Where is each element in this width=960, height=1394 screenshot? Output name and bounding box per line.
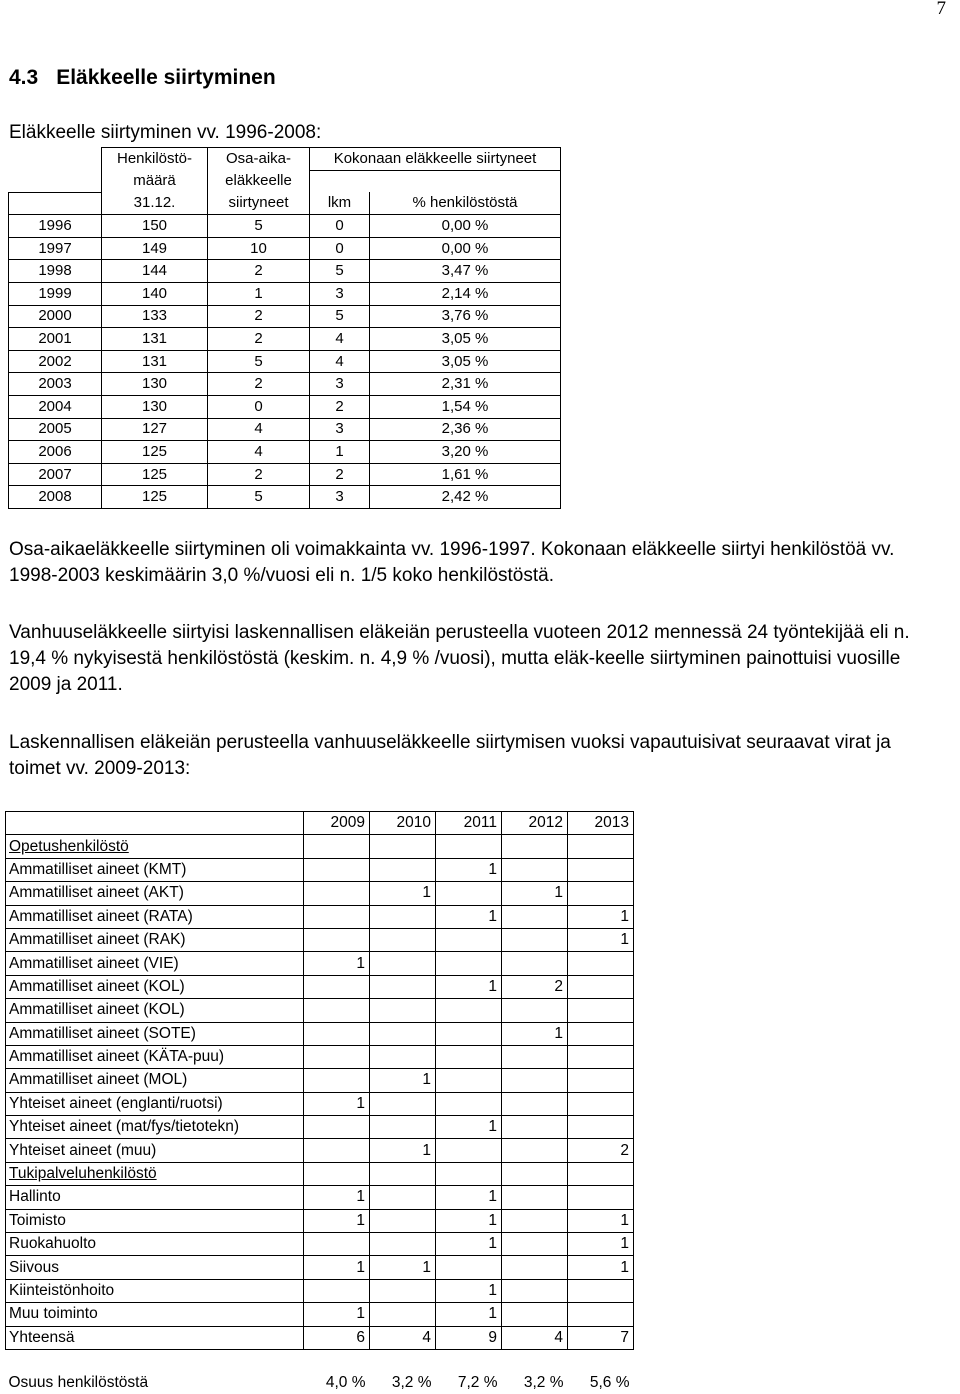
value-cell-2009 xyxy=(304,1139,370,1162)
table-row xyxy=(6,1139,634,1162)
value-cell-2010: 1 xyxy=(370,1069,436,1092)
value-cell-2011: 1 xyxy=(436,1279,502,1302)
staff-cell: 131 xyxy=(102,350,208,373)
value-cell-2011 xyxy=(436,1139,502,1162)
value-cell-2011 xyxy=(436,1045,502,1068)
value-cell-2009: 1 xyxy=(304,1092,370,1115)
value-cell-2010: 1 xyxy=(370,1256,436,1279)
staff-cell: 149 xyxy=(102,237,208,260)
count-cell: 3 xyxy=(310,373,370,396)
percent-cell: 2,14 % xyxy=(370,283,561,306)
value-cell-2009 xyxy=(304,999,370,1022)
value-cell-2012 xyxy=(502,1303,568,1326)
value-cell-2013 xyxy=(568,1022,634,1045)
value-cell-2009 xyxy=(304,1162,370,1185)
count-cell: 3 xyxy=(310,418,370,441)
value-cell-2011 xyxy=(436,1069,502,1092)
staff-cell: 127 xyxy=(102,418,208,441)
row-label: Siivous xyxy=(6,1256,304,1279)
value-cell-2012 xyxy=(502,835,568,858)
table-row xyxy=(9,305,561,328)
percent-cell: 0,00 % xyxy=(370,237,561,260)
table-row xyxy=(6,999,634,1022)
staff-cell: 150 xyxy=(102,215,208,238)
row-label: Ammatilliset aineet (MOL) xyxy=(6,1069,304,1092)
count-cell: 5 xyxy=(310,305,370,328)
value-cell-2012 xyxy=(502,1069,568,1092)
value-cell-2012 xyxy=(502,858,568,881)
staff-cell: 131 xyxy=(102,328,208,351)
value-cell-2009 xyxy=(304,928,370,951)
value-cell-2009 xyxy=(304,1116,370,1139)
page-number: 7 xyxy=(936,0,946,19)
parttime-cell: 0 xyxy=(208,396,310,419)
value-cell-2011: 1 xyxy=(436,1116,502,1139)
year-cell: 2003 xyxy=(9,373,102,396)
value-cell-2011: 9 xyxy=(436,1326,502,1349)
value-cell-2010 xyxy=(370,1186,436,1209)
row-label: Yhteiset aineet (englanti/ruotsi) xyxy=(6,1092,304,1115)
row-label: Ammatilliset aineet (KOL) xyxy=(6,999,304,1022)
table1-header-row-3 xyxy=(9,192,561,215)
table-row xyxy=(6,1022,634,1045)
row-label: Ruokahuolto xyxy=(6,1233,304,1256)
row-label: Muu toiminto xyxy=(6,1303,304,1326)
table-row xyxy=(6,952,634,975)
header-staff-line3: 31.12. xyxy=(102,192,208,215)
value-cell-2013 xyxy=(568,952,634,975)
row-label: Hallinto xyxy=(6,1186,304,1209)
value-cell-2009 xyxy=(304,1022,370,1045)
staff-cell: 133 xyxy=(102,305,208,328)
percent-cell: 3,47 % xyxy=(370,260,561,283)
table-row xyxy=(9,418,561,441)
value-cell-2010: 4 xyxy=(370,1326,436,1349)
value-cell-2009 xyxy=(304,835,370,858)
percent-cell: 2,31 % xyxy=(370,373,561,396)
count-cell: 3 xyxy=(310,486,370,509)
value-cell-2010 xyxy=(370,1279,436,1302)
parttime-cell: 5 xyxy=(208,350,310,373)
table-row xyxy=(6,858,634,881)
value-cell-2013: 1 xyxy=(568,928,634,951)
section-number: 4.3 xyxy=(9,66,39,89)
year-cell: 2008 xyxy=(9,486,102,509)
value-cell-2010 xyxy=(370,952,436,975)
share-row xyxy=(6,1372,634,1394)
header-staff-line1: Henkilöstö- xyxy=(102,148,208,171)
parttime-cell: 2 xyxy=(208,260,310,283)
count-cell: 3 xyxy=(310,283,370,306)
value-cell-2013: 1 xyxy=(568,1233,634,1256)
year-2010: 2010 xyxy=(370,812,436,835)
value-cell-2013: 1 xyxy=(568,1209,634,1232)
parttime-cell: 2 xyxy=(208,463,310,486)
value-cell-2009: 1 xyxy=(304,1209,370,1232)
value-cell-2009 xyxy=(304,858,370,881)
value-cell-2009 xyxy=(304,1233,370,1256)
value-cell-2010 xyxy=(370,835,436,858)
paragraph-vacancies: Laskennallisen eläkeiän perusteella vanhuuseläkkeelle siirtymisen vuoksi vapautuisivat seuraavat virat ja toimet vv. 2009-2013: xyxy=(9,732,891,779)
value-cell-2010 xyxy=(370,1116,436,1139)
table-row xyxy=(6,1256,634,1279)
header-staff-line2: määrä xyxy=(102,170,208,192)
percent-cell: 3,05 % xyxy=(370,328,561,351)
value-cell-2010 xyxy=(370,999,436,1022)
year-2011: 2011 xyxy=(436,812,502,835)
row-label: Ammatilliset aineet (AKT) xyxy=(6,882,304,905)
row-label: Ammatilliset aineet (RATA) xyxy=(6,905,304,928)
table1-header-row-1 xyxy=(9,148,561,171)
value-cell-2013 xyxy=(568,975,634,998)
table-row xyxy=(9,373,561,396)
header-parttime-line2: eläkkeelle xyxy=(208,170,310,192)
row-label: Opetushenkilöstö xyxy=(6,835,304,858)
value-cell-2011 xyxy=(436,1092,502,1115)
table-row xyxy=(9,486,561,509)
value-cell-2011: 1 xyxy=(436,858,502,881)
table-row xyxy=(9,215,561,238)
value-cell-2013: 1 xyxy=(568,905,634,928)
value-cell-2012: 1 xyxy=(502,1022,568,1045)
value-cell-2013 xyxy=(568,882,634,905)
table-row xyxy=(6,1326,634,1349)
table-row xyxy=(6,1303,634,1326)
value-cell-2011 xyxy=(436,1022,502,1045)
value-cell-2011 xyxy=(436,928,502,951)
percent-cell: 3,76 % xyxy=(370,305,561,328)
value-cell-2009: 1 xyxy=(304,1186,370,1209)
value-cell-2010 xyxy=(370,858,436,881)
value-cell-2012 xyxy=(502,1279,568,1302)
table-row xyxy=(6,835,634,858)
table-row xyxy=(9,328,561,351)
value-cell-2012 xyxy=(502,1256,568,1279)
value-cell-2009 xyxy=(304,1279,370,1302)
value-cell-2013: 2 xyxy=(568,1139,634,1162)
table-row xyxy=(6,1233,634,1256)
header-group: Kokonaan eläkkeelle siirtyneet xyxy=(310,148,561,171)
value-cell-2012 xyxy=(502,928,568,951)
value-cell-2012 xyxy=(502,1233,568,1256)
value-cell-2010 xyxy=(370,1022,436,1045)
share-value-2013: 5,6 % xyxy=(589,1374,630,1392)
staff-cell: 125 xyxy=(102,486,208,509)
count-cell: 4 xyxy=(310,350,370,373)
table-row xyxy=(6,1116,634,1139)
value-cell-2011: 1 xyxy=(436,905,502,928)
value-cell-2009: 6 xyxy=(304,1326,370,1349)
value-cell-2013: 1 xyxy=(568,1256,634,1279)
year-cell: 1999 xyxy=(9,283,102,306)
table-row xyxy=(6,1209,634,1232)
value-cell-2013 xyxy=(568,999,634,1022)
percent-cell: 1,54 % xyxy=(370,396,561,419)
staff-cell: 125 xyxy=(102,463,208,486)
year-cell: 1996 xyxy=(9,215,102,238)
table2-header-row xyxy=(6,812,634,835)
value-cell-2010 xyxy=(370,1233,436,1256)
year-cell: 2002 xyxy=(9,350,102,373)
value-cell-2011 xyxy=(436,1256,502,1279)
value-cell-2010: 1 xyxy=(370,882,436,905)
value-cell-2012 xyxy=(502,1092,568,1115)
value-cell-2012 xyxy=(502,1209,568,1232)
year-cell: 2007 xyxy=(9,463,102,486)
value-cell-2012: 4 xyxy=(502,1326,568,1349)
value-cell-2011 xyxy=(436,1162,502,1185)
year-2012: 2012 xyxy=(502,812,568,835)
percent-cell: 1,61 % xyxy=(370,463,561,486)
value-cell-2013 xyxy=(568,1045,634,1068)
table-row xyxy=(6,1069,634,1092)
parttime-cell: 2 xyxy=(208,328,310,351)
row-label: Ammatilliset aineet (SOTE) xyxy=(6,1022,304,1045)
header-parttime-line3: siirtyneet xyxy=(208,192,310,215)
value-cell-2012 xyxy=(502,1162,568,1185)
table-row xyxy=(9,283,561,306)
staff-cell: 140 xyxy=(102,283,208,306)
year-cell: 1998 xyxy=(9,260,102,283)
header-parttime-line1: Osa-aika- xyxy=(208,148,310,171)
parttime-cell: 10 xyxy=(208,237,310,260)
value-cell-2013 xyxy=(568,1116,634,1139)
parttime-cell: 5 xyxy=(208,215,310,238)
value-cell-2013 xyxy=(568,1162,634,1185)
row-label: Toimisto xyxy=(6,1209,304,1232)
percent-cell: 3,20 % xyxy=(370,441,561,464)
value-cell-2011: 1 xyxy=(436,1209,502,1232)
table-row xyxy=(9,237,561,260)
share-value-2010: 3,2 % xyxy=(391,1374,432,1392)
value-cell-2009: 1 xyxy=(304,952,370,975)
percent-cell: 3,05 % xyxy=(370,350,561,373)
year-cell: 2005 xyxy=(9,418,102,441)
retirement-table xyxy=(8,147,561,509)
parttime-cell: 2 xyxy=(208,373,310,396)
value-cell-2009: 1 xyxy=(304,1256,370,1279)
parttime-cell: 1 xyxy=(208,283,310,306)
value-cell-2009 xyxy=(304,1069,370,1092)
value-cell-2010 xyxy=(370,1303,436,1326)
parttime-cell: 5 xyxy=(208,486,310,509)
row-label: Yhteiset aineet (muu) xyxy=(6,1139,304,1162)
year-cell: 2001 xyxy=(9,328,102,351)
table-row xyxy=(6,928,634,951)
share-value-2009: 4,0 % xyxy=(325,1374,366,1392)
staff-cell: 130 xyxy=(102,373,208,396)
paragraph-old-age: Vanhuuseläkkeelle siirtyisi laskennallisen eläkeiän perusteella vuoteen 2012 mennessä 24 työntekijää eli n. 19,4 % nykyisestä henkilöstöstä (keskim. n. 4,9 % /vuosi), mutta eläk-keelle siirtyminen painottuisi vuosille 2009 ja 2011. xyxy=(9,622,910,695)
table1-header-row-2 xyxy=(9,170,561,192)
table-row xyxy=(9,350,561,373)
share-value-2012: 3,2 % xyxy=(523,1374,564,1392)
value-cell-2011 xyxy=(436,999,502,1022)
value-cell-2010 xyxy=(370,1045,436,1068)
table-row xyxy=(6,882,634,905)
row-label: Ammatilliset aineet (KMT) xyxy=(6,858,304,881)
year-cell: 2000 xyxy=(9,305,102,328)
count-cell: 2 xyxy=(310,396,370,419)
year-cell: 2006 xyxy=(9,441,102,464)
table-spacer xyxy=(6,1349,634,1372)
value-cell-2009 xyxy=(304,905,370,928)
value-cell-2012 xyxy=(502,1116,568,1139)
row-label: Ammatilliset aineet (KOL) xyxy=(6,975,304,998)
value-cell-2010 xyxy=(370,905,436,928)
value-cell-2013 xyxy=(568,1069,634,1092)
staff-cell: 125 xyxy=(102,441,208,464)
year-cell: 2004 xyxy=(9,396,102,419)
row-label: Ammatilliset aineet (KÄTA-puu) xyxy=(6,1045,304,1068)
value-cell-2013 xyxy=(568,835,634,858)
row-label: Ammatilliset aineet (RAK) xyxy=(6,928,304,951)
value-cell-2013 xyxy=(568,858,634,881)
value-cell-2012 xyxy=(502,1045,568,1068)
year-2009: 2009 xyxy=(304,812,370,835)
table-row xyxy=(9,396,561,419)
percent-cell: 2,42 % xyxy=(370,486,561,509)
section-title: Eläkkeelle siirtyminen xyxy=(56,66,276,89)
share-label: Osuus henkilöstöstä xyxy=(8,1374,149,1392)
share-value-2011: 7,2 % xyxy=(457,1374,498,1392)
value-cell-2011: 1 xyxy=(436,1303,502,1326)
table-row xyxy=(6,905,634,928)
table-row xyxy=(6,1162,634,1185)
value-cell-2010: 1 xyxy=(370,1139,436,1162)
percent-cell: 0,00 % xyxy=(370,215,561,238)
row-label: Kiinteistönhoito xyxy=(6,1279,304,1302)
vacancies-table xyxy=(5,811,634,1394)
parttime-cell: 4 xyxy=(208,418,310,441)
value-cell-2012: 2 xyxy=(502,975,568,998)
value-cell-2011: 1 xyxy=(436,1233,502,1256)
header-percent: % henkilöstöstä xyxy=(370,192,561,215)
table-row xyxy=(6,1092,634,1115)
year-2013: 2013 xyxy=(568,812,634,835)
value-cell-2013 xyxy=(568,1303,634,1326)
table-row xyxy=(9,441,561,464)
row-label: Yhteensä xyxy=(6,1326,304,1349)
value-cell-2010 xyxy=(370,1162,436,1185)
count-cell: 4 xyxy=(310,328,370,351)
table-row xyxy=(6,1045,634,1068)
staff-cell: 144 xyxy=(102,260,208,283)
value-cell-2010 xyxy=(370,975,436,998)
count-cell: 0 xyxy=(310,215,370,238)
row-label: Ammatilliset aineet (VIE) xyxy=(6,952,304,975)
value-cell-2011: 1 xyxy=(436,1186,502,1209)
value-cell-2012 xyxy=(502,999,568,1022)
count-cell: 5 xyxy=(310,260,370,283)
value-cell-2011 xyxy=(436,882,502,905)
value-cell-2012: 1 xyxy=(502,882,568,905)
header-count: lkm xyxy=(310,192,370,215)
value-cell-2009: 1 xyxy=(304,1303,370,1326)
count-cell: 0 xyxy=(310,237,370,260)
table-row xyxy=(6,975,634,998)
value-cell-2013 xyxy=(568,1186,634,1209)
percent-cell: 2,36 % xyxy=(370,418,561,441)
value-cell-2013 xyxy=(568,1092,634,1115)
table-row xyxy=(9,463,561,486)
count-cell: 2 xyxy=(310,463,370,486)
value-cell-2013: 7 xyxy=(568,1326,634,1349)
value-cell-2012 xyxy=(502,1139,568,1162)
value-cell-2011 xyxy=(436,835,502,858)
value-cell-2012 xyxy=(502,905,568,928)
section-heading xyxy=(9,66,276,90)
table-row xyxy=(6,1279,634,1302)
value-cell-2010 xyxy=(370,1092,436,1115)
row-label: Tukipalveluhenkilöstö xyxy=(6,1162,304,1185)
value-cell-2010 xyxy=(370,928,436,951)
row-label: Yhteiset aineet (mat/fys/tietotekn) xyxy=(6,1116,304,1139)
value-cell-2009 xyxy=(304,882,370,905)
parttime-cell: 4 xyxy=(208,441,310,464)
table-row xyxy=(9,260,561,283)
count-cell: 1 xyxy=(310,441,370,464)
value-cell-2009 xyxy=(304,975,370,998)
staff-cell: 130 xyxy=(102,396,208,419)
value-cell-2011: 1 xyxy=(436,975,502,998)
value-cell-2012 xyxy=(502,952,568,975)
paragraph-parttime: Osa-aikaeläkkeelle siirtyminen oli voimakkainta vv. 1996-1997. Kokonaan eläkkeelle siirtyi henkilöstöä vv. 1998-2003 keskimäärin 3,0 %/vuosi eli n. 1/5 koko henkilöstöstä. xyxy=(9,539,895,586)
table1-caption: Eläkkeelle siirtyminen vv. 1996-2008: xyxy=(9,122,322,143)
parttime-cell: 2 xyxy=(208,305,310,328)
value-cell-2012 xyxy=(502,1186,568,1209)
value-cell-2013 xyxy=(568,1279,634,1302)
value-cell-2009 xyxy=(304,1045,370,1068)
year-cell: 1997 xyxy=(9,237,102,260)
value-cell-2010 xyxy=(370,1209,436,1232)
table-row xyxy=(6,1186,634,1209)
value-cell-2011 xyxy=(436,952,502,975)
